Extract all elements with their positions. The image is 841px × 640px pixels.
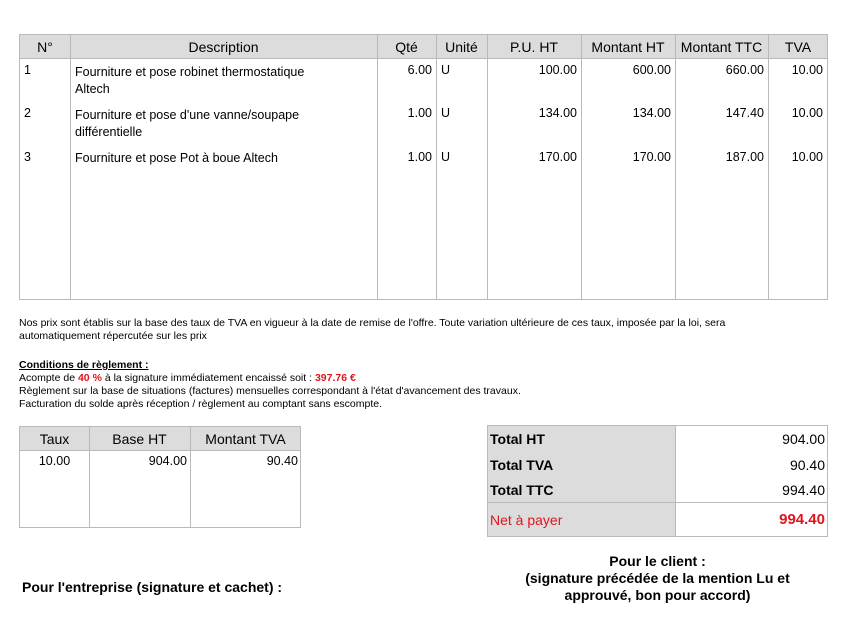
- tax-base-ht-value: 904.00: [148, 454, 187, 468]
- col-header-num: N°: [37, 39, 53, 55]
- col-header-description: Description: [188, 39, 259, 55]
- col-header-tva: TVA: [784, 39, 812, 55]
- col-header-unit: Unité: [445, 39, 478, 55]
- total-ttc-label: Total TTC: [490, 482, 554, 498]
- row-2-montant-ttc: 147.40: [725, 106, 764, 120]
- row-2-num: 2: [24, 106, 31, 120]
- col-header-montant-ttc: Montant TTC: [680, 39, 763, 55]
- row-2-unit: U: [441, 106, 451, 120]
- row-1-qty: 6.00: [407, 63, 432, 77]
- row-1-tva: 10.00: [791, 63, 823, 77]
- row-1-num: 1: [24, 63, 31, 77]
- row-2-tva: 10.00: [791, 106, 823, 120]
- items-table: [19, 34, 828, 300]
- total-ht-value: 904.00: [782, 431, 825, 447]
- acompte-amount: 397.76 €: [314, 372, 356, 384]
- col-header-pu-ht: P.U. HT: [510, 39, 558, 55]
- row-2-description: Fourniture et pose d'une vanne/soupape différentielle: [75, 108, 300, 139]
- tax-montant-tva-value: 90.40: [266, 454, 298, 468]
- row-1-montant-ttc: 660.00: [725, 63, 764, 77]
- row-1-pu-ht: 100.00: [538, 63, 577, 77]
- client-signature-label: Pour le client : (signature précédée de la mention Lu et approuvé, bon pour accord): [525, 553, 790, 603]
- col-header-montant-ht: Montant HT: [591, 39, 665, 55]
- tax-table: [19, 426, 301, 528]
- total-ht-label: Total HT: [490, 431, 545, 447]
- total-ttc-value: 994.40: [782, 482, 825, 498]
- acompte-percent: 40 %: [77, 372, 102, 384]
- row-3-num: 3: [24, 150, 31, 164]
- tax-header-montant-tva: Montant TVA: [205, 431, 286, 447]
- row-2-montant-ht: 134.00: [632, 106, 671, 120]
- facturation-line: Facturation du solde après réception / règlement au comptant sans escompte.: [19, 398, 383, 410]
- row-3-pu-ht: 170.00: [538, 150, 577, 164]
- conditions-title: Conditions de règlement :: [19, 359, 149, 371]
- row-3-tva: 10.00: [791, 150, 823, 164]
- total-tva-label: Total TVA: [490, 457, 554, 473]
- tax-header-taux: Taux: [39, 431, 70, 447]
- company-signature-label: Pour l'entreprise (signature et cachet) :: [22, 579, 283, 595]
- row-3-montant-ttc: 187.00: [725, 150, 764, 164]
- payment-conditions: [19, 359, 521, 411]
- row-3-montant-ht: 170.00: [632, 150, 671, 164]
- row-3-qty: 1.00: [407, 150, 432, 164]
- tax-header-base-ht: Base HT: [112, 431, 167, 447]
- totals-table: [487, 425, 828, 537]
- net-a-payer-label: Net à payer: [490, 512, 563, 528]
- col-header-qty: Qté: [395, 39, 418, 55]
- row-3-description: Fourniture et pose Pot à boue Altech: [75, 151, 278, 165]
- row-3-unit: U: [441, 150, 451, 164]
- net-a-payer-value: 994.40: [779, 511, 825, 528]
- tva-notice: Nos prix sont établis sur la base des taux de TVA en vigueur à la date de remise de l'offre. Toute variation ultérieure de ces taux, imposée par la loi, sera automatiquement répercutée sur les prix: [19, 317, 726, 342]
- acompte-line: Acompte de 40 % à la signature immédiatement encaissé soit : 397.76 €: [19, 372, 356, 384]
- reglement-line: Règlement sur la base de situations (factures) mensuelles correspondant à l'état d'avancement des travaux.: [19, 385, 521, 397]
- total-tva-value: 90.40: [789, 457, 825, 473]
- row-1-description: Fourniture et pose robinet thermostatique Altech: [75, 65, 305, 96]
- row-2-pu-ht: 134.00: [538, 106, 577, 120]
- tax-taux-value: 10.00: [38, 454, 71, 468]
- row-2-qty: 1.00: [407, 106, 432, 120]
- row-1-montant-ht: 600.00: [632, 63, 671, 77]
- row-1-unit: U: [441, 63, 451, 77]
